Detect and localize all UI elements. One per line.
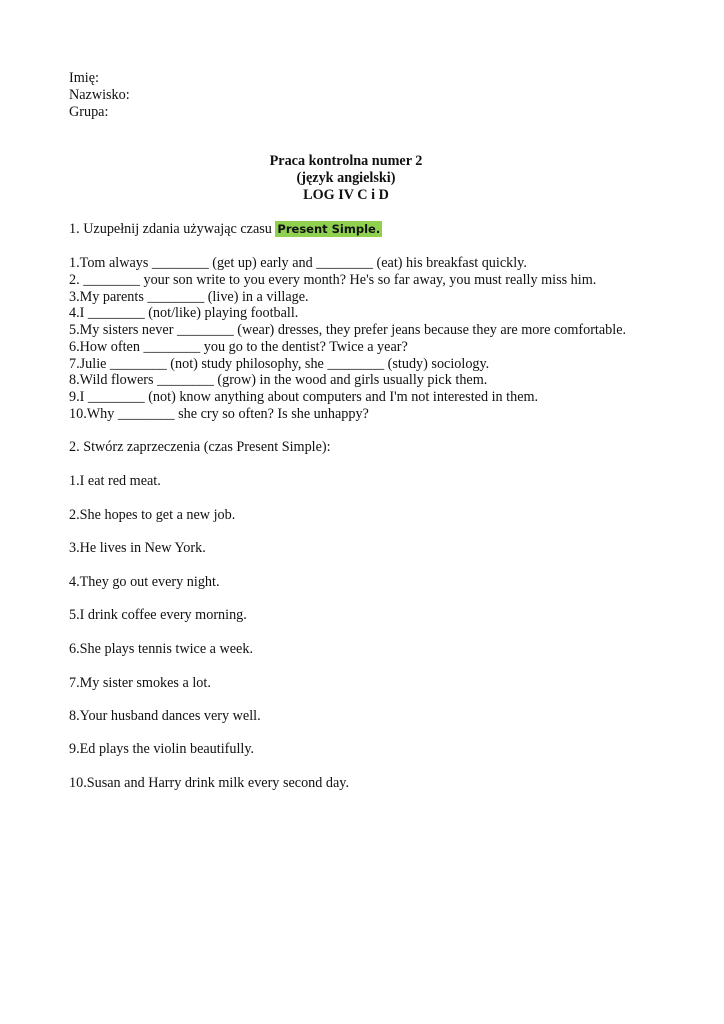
task2-item: 8.Your husband dances very well. — [69, 708, 261, 724]
task1-item: 4.I ________ (not/like) playing football. — [69, 305, 299, 321]
task2-item: 9.Ed plays the violin beautifully. — [69, 741, 255, 757]
name-label: Imię: — [69, 70, 99, 86]
task2-item: 1.I eat red meat. — [69, 473, 161, 489]
task1-item: 9.I ________ (not) know anything about computers and I'm not interested in them. — [69, 389, 539, 405]
task2-item: 2.She hopes to get a new job. — [69, 507, 236, 523]
task1-highlight: Present Simple. — [277, 222, 381, 236]
document-class-label: LOG IV C i D — [303, 187, 389, 203]
task1-item: 3.My parents ________ (live) in a village. — [69, 289, 309, 305]
group-label: Grupa: — [69, 104, 109, 120]
task2-item: 3.He lives in New York. — [69, 540, 206, 556]
task2-item: 7.My sister smokes a lot. — [69, 675, 211, 691]
task1-item: 8.Wild flowers ________ (grow) in the wood and girls usually pick them. — [69, 372, 488, 388]
task2-item: 5.I drink coffee every morning. — [69, 607, 247, 623]
task2-instruction: 2. Stwórz zaprzeczenia (czas Present Simple): — [69, 439, 331, 455]
task1-item: 5.My sisters never ________ (wear) dresses, they prefer jeans because they are more comfortable. — [69, 322, 627, 338]
task1-instruction — [69, 221, 382, 238]
task2-item: 6.She plays tennis twice a week. — [69, 641, 253, 657]
document-title: Praca kontrolna numer 2 — [269, 153, 423, 169]
document-subtitle: (język angielski) — [296, 170, 396, 186]
task1-item: 2. ________ your son write to you every month? He's so far away, you must really miss him. — [69, 272, 597, 288]
task2-item: 4.They go out every night. — [69, 574, 220, 590]
task1-item: 1.Tom always ________ (get up) early and ________ (eat) his breakfast quickly. — [69, 255, 527, 271]
task1-item: 6.How often ________ you go to the dentist? Twice a year? — [69, 339, 408, 355]
task1-instruction-text: 1. Uzupełnij zdania używając czasu — [69, 221, 276, 237]
task2-item: 10.Susan and Harry drink milk every second day. — [69, 775, 350, 791]
surname-label: Nazwisko: — [69, 87, 130, 103]
task1-item: 7.Julie ________ (not) study philosophy, she ________ (study) sociology. — [69, 356, 490, 372]
task1-item: 10.Why ________ she cry so often? Is she unhappy? — [69, 406, 369, 422]
